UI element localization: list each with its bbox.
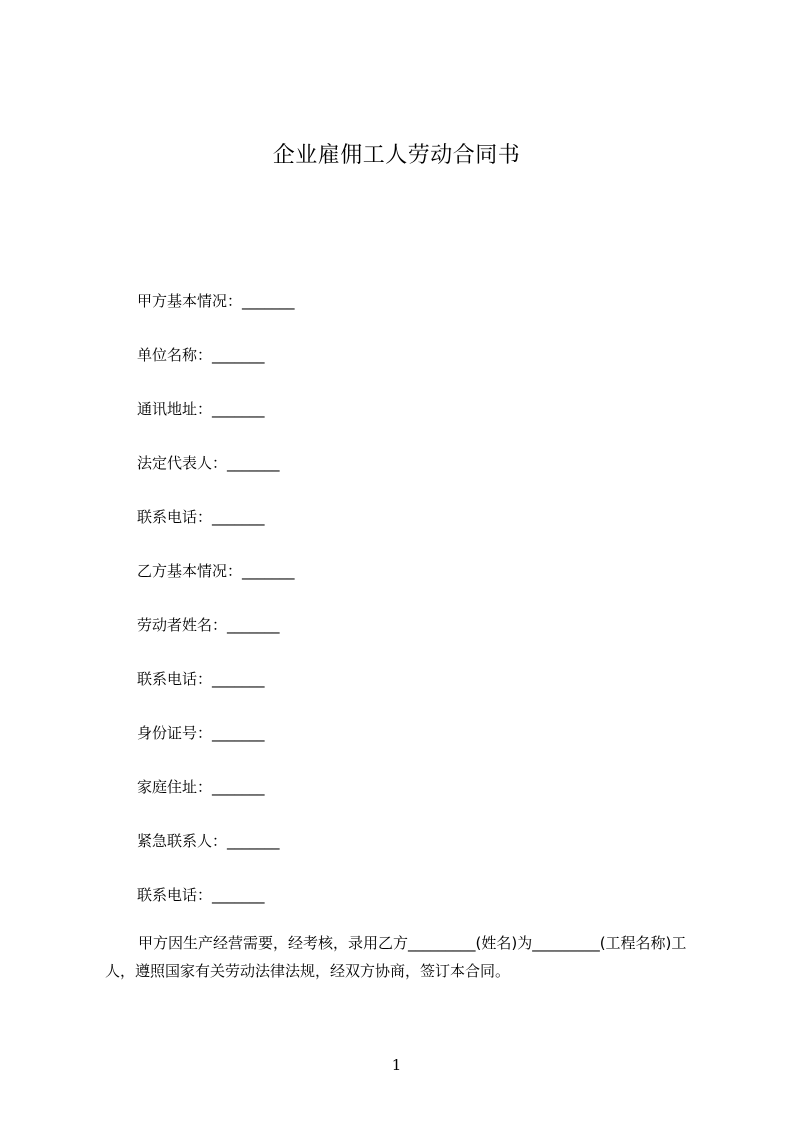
- field-worker-phone: 联系电话：_______: [137, 670, 265, 688]
- field-emergency-contact: 紧急联系人：_______: [137, 832, 280, 850]
- field-emergency-phone: 联系电话：_______: [137, 886, 265, 904]
- page-number: 1: [391, 1056, 402, 1074]
- contract-intro-paragraph: 甲方因生产经营需要，经考核，录用乙方_________(姓名)为_________(工程名称)工人，遵照国家有关劳动法律法规，经双方协商，签订本合同。: [105, 934, 687, 980]
- document-title: 企业雇佣工人劳动合同书: [272, 143, 521, 168]
- party-info-list: [137, 290, 295, 938]
- field-mailing-address: 通讯地址：_______: [137, 400, 265, 418]
- field-party-a-phone: 联系电话：_______: [137, 508, 265, 526]
- field-legal-representative: 法定代表人：_______: [137, 454, 280, 472]
- field-company-name: 单位名称：_______: [137, 346, 265, 364]
- field-id-number: 身份证号：_______: [137, 724, 265, 742]
- field-party-b-info: 乙方基本情况：_______: [137, 562, 295, 580]
- field-home-address: 家庭住址：_______: [137, 778, 265, 796]
- field-party-a-info: 甲方基本情况：_______: [137, 292, 295, 310]
- field-worker-name: 劳动者姓名：_______: [137, 616, 280, 634]
